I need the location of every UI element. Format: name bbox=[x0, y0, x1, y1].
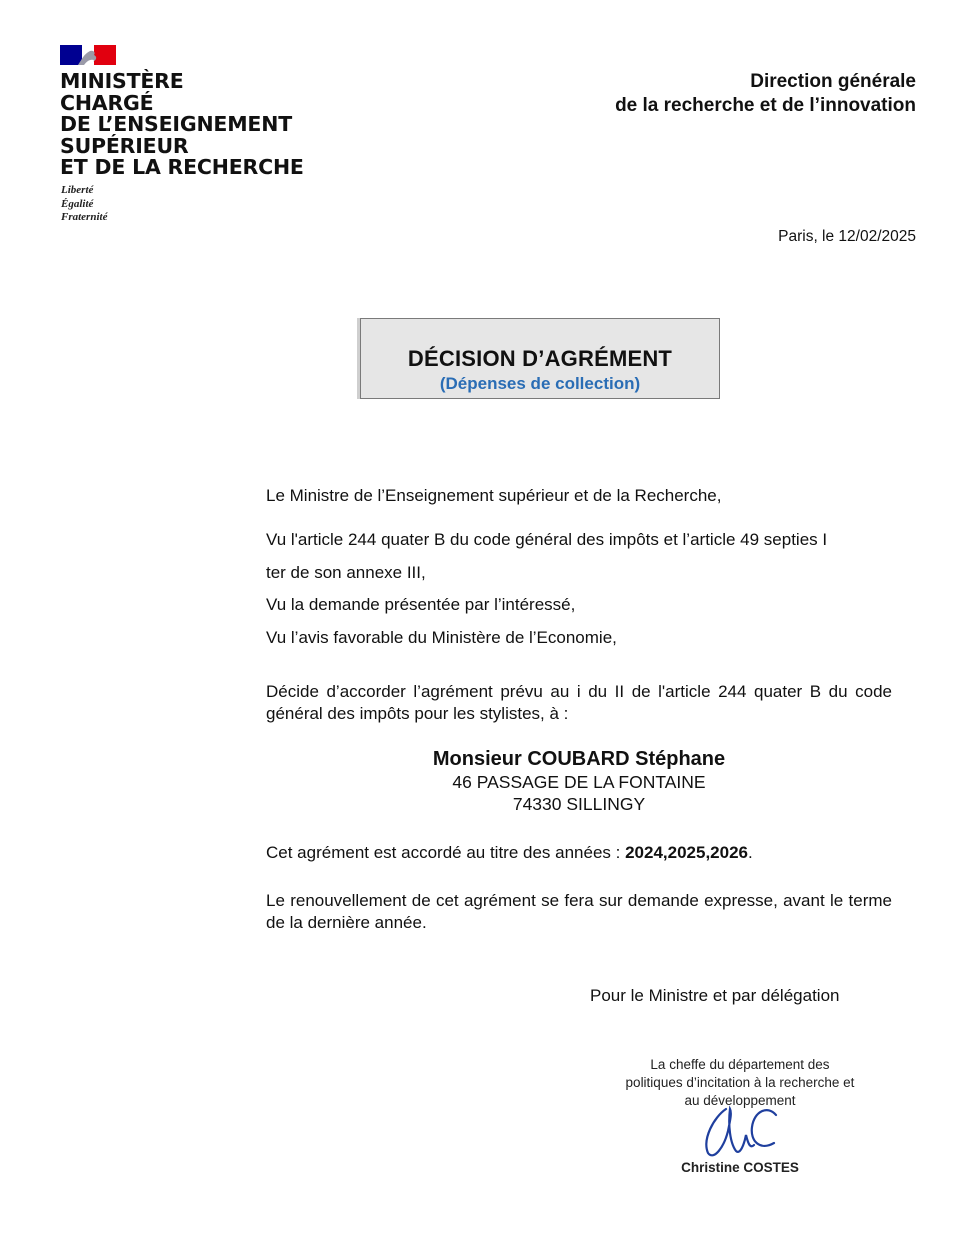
recipient-city: 74330 SILLINGY bbox=[512, 794, 646, 814]
recipient-street: 46 PASSAGE DE LA FONTAINE bbox=[452, 772, 706, 792]
decision-subtitle: (Dépenses de collection) bbox=[439, 374, 641, 393]
motto-line: Liberté bbox=[61, 184, 94, 196]
signatory-title-line: politiques d’incitation à la recherche et bbox=[625, 1075, 855, 1090]
signatory-title-line: La cheffe du département des bbox=[650, 1057, 830, 1072]
document-date: Paris, le 12/02/2025 bbox=[778, 228, 916, 245]
vu-avis-line: Vu l’avis favorable du Ministère de l’Economie, bbox=[266, 628, 617, 647]
handwritten-signature bbox=[696, 1095, 786, 1165]
ministry-line: SUPÉRIEUR bbox=[60, 133, 189, 158]
delegation-line: Pour le Ministre et par délégation bbox=[590, 986, 840, 1005]
ministry-line: CHARGÉ bbox=[60, 90, 154, 115]
years-paragraph bbox=[266, 842, 892, 864]
marianne-flag-logo bbox=[60, 45, 116, 65]
decision-title-box bbox=[360, 318, 720, 399]
decision-paragraph: Décide d’accorder l’agrément prévu au i du II de l'article 244 quater B du code général des impôts pour les stylistes, à : bbox=[266, 682, 892, 723]
ministry-line: ET DE LA RECHERCHE bbox=[60, 155, 304, 179]
direction-line: Direction générale bbox=[750, 71, 916, 92]
intro-paragraph: Le Ministre de l’Enseignement supérieur et de la Recherche, bbox=[266, 486, 722, 505]
signatory-name: Christine COSTES bbox=[681, 1160, 799, 1175]
recipient-block bbox=[266, 747, 892, 815]
motto-line: Fraternité bbox=[61, 211, 108, 223]
vu-article-line: ter de son annexe III, bbox=[266, 563, 426, 582]
direction-header bbox=[615, 70, 916, 118]
motto-line: Égalité bbox=[61, 197, 94, 210]
vu-demande-line: Vu la demande présentée par l’intéressé, bbox=[266, 595, 576, 614]
ministry-line: MINISTÈRE bbox=[60, 69, 184, 93]
ministry-name bbox=[60, 71, 304, 179]
ministry-line: DE L’ENSEIGNEMENT bbox=[60, 112, 292, 136]
vu-article-line: Vu l'article 244 quater B du code général des impôts et l’article 49 septies I bbox=[266, 530, 828, 549]
republic-motto bbox=[61, 184, 107, 225]
renewal-paragraph: Le renouvellement de cet agrément se fera sur demande expresse, avant le terme de la dernière année. bbox=[266, 891, 892, 932]
years-prefix: Cet agrément est accordé au titre des années : bbox=[266, 843, 626, 862]
decision-title: DÉCISION D’AGRÉMENT bbox=[407, 346, 673, 371]
direction-line: de la recherche et de l’innovation bbox=[615, 95, 916, 116]
recipient-name: Monsieur COUBARD Stéphane bbox=[432, 748, 726, 770]
signatory-title-line: au développement bbox=[684, 1093, 796, 1108]
agreement-years: 2024,2025,2026 bbox=[625, 843, 748, 862]
years-suffix: . bbox=[748, 843, 753, 862]
